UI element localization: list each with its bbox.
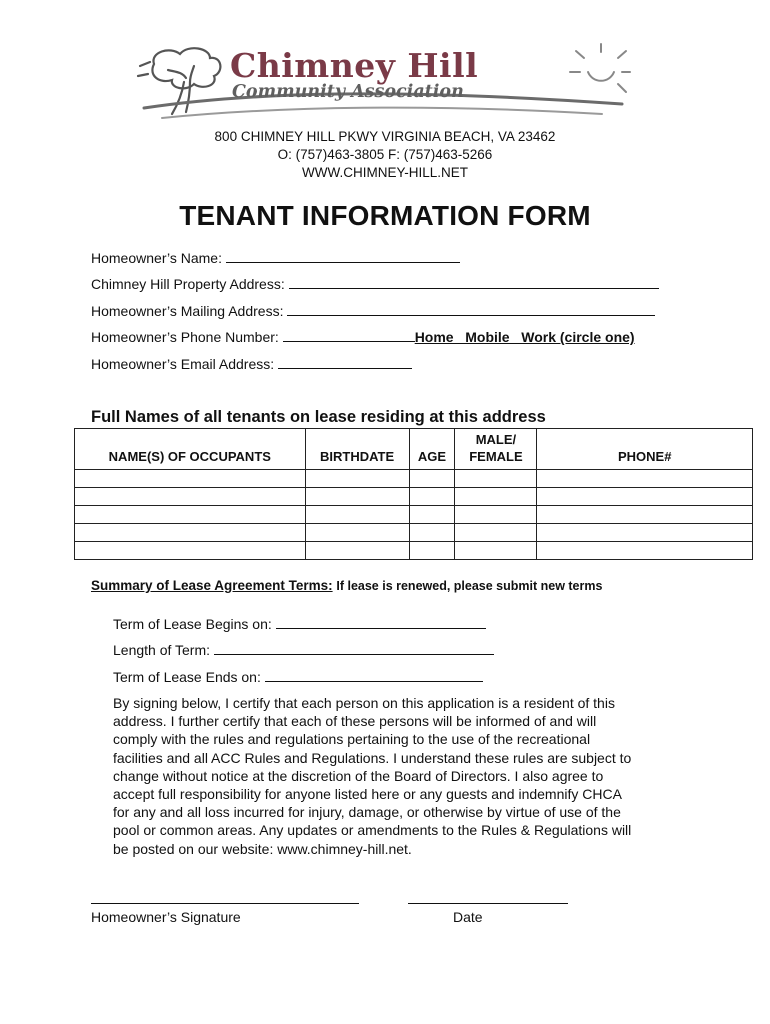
age-cell[interactable] <box>409 524 455 542</box>
certification-line: accept full responsibility for anyone listed here or any guests and indemnify CHCA <box>113 786 622 803</box>
lease-begins-field[interactable] <box>113 616 486 632</box>
property-address-blank[interactable] <box>289 276 659 289</box>
table-row[interactable] <box>75 488 753 506</box>
property-address-label: Chimney Hill Property Address: <box>91 276 285 292</box>
association-website: WWW.CHIMNEY-HILL.NET <box>301 165 468 180</box>
certification-statement <box>113 694 683 858</box>
certification-line: change without notice at the discretion of the Board of Directors. I also agree to <box>113 767 604 784</box>
logo-subtitle: Community Association <box>232 82 464 102</box>
association-address: 800 CHIMNEY HILL PKWY VIRGINIA BEACH, VA 23462 <box>214 129 556 144</box>
birthdate-cell[interactable] <box>305 506 409 524</box>
signature-label: Homeowner’s Signature <box>91 909 241 925</box>
date-line[interactable] <box>408 902 568 904</box>
col-birthdate: BIRTHDATE <box>305 429 409 470</box>
birthdate-cell[interactable] <box>305 542 409 560</box>
homeowner-name-blank[interactable] <box>226 250 460 263</box>
lease-summary-note: If lease is renewed, please submit new terms <box>336 579 603 593</box>
phone-cell[interactable] <box>537 524 753 542</box>
occupants-table <box>74 428 753 560</box>
lease-summary-title: Summary of Lease Agreement Terms: <box>91 578 333 593</box>
logo-title: Chimney Hill <box>230 46 479 85</box>
age-cell[interactable] <box>409 488 455 506</box>
occupant-name-cell[interactable] <box>75 470 306 488</box>
mailing-address-field[interactable] <box>91 303 655 319</box>
birthdate-cell[interactable] <box>305 524 409 542</box>
occupants-heading: Full Names of all tenants on lease residing at this address <box>91 408 546 426</box>
property-address-field[interactable] <box>91 276 659 292</box>
lease-length-label: Length of Term: <box>113 642 211 658</box>
age-cell[interactable] <box>409 542 455 560</box>
col-sex-line1: MALE/ <box>475 432 517 447</box>
homeowner-name-field[interactable] <box>91 250 460 266</box>
email-address-label: Homeowner’s Email Address: <box>91 356 275 372</box>
phone-type-options[interactable]: Home Mobile Work (circle one) <box>414 329 635 345</box>
certification-line: By signing below, I certify that each person on this application is a resident of this <box>113 695 615 711</box>
col-phone: PHONE# <box>537 429 753 470</box>
certification-line: be posted on our website: www.chimney-hill.net. <box>113 840 412 857</box>
col-sex <box>455 429 537 470</box>
lease-ends-blank[interactable] <box>265 669 483 682</box>
lease-ends-field[interactable] <box>113 669 483 685</box>
lease-length-blank[interactable] <box>214 642 494 655</box>
occupant-name-cell[interactable] <box>75 506 306 524</box>
certification-line: pool or common areas. Any updates or amendments to the Rules & Regulations will <box>113 822 632 839</box>
table-row[interactable] <box>75 470 753 488</box>
phone-cell[interactable] <box>537 488 753 506</box>
col-occupant-names: NAME(S) OF OCCUPANTS <box>75 429 306 470</box>
occupant-name-cell[interactable] <box>75 488 306 506</box>
sex-cell[interactable] <box>455 542 537 560</box>
lease-length-field[interactable] <box>113 642 494 658</box>
phone-number-label: Homeowner’s Phone Number: <box>91 329 279 345</box>
sex-cell[interactable] <box>455 506 537 524</box>
phone-number-blank[interactable] <box>283 329 415 342</box>
lease-ends-label: Term of Lease Ends on: <box>113 669 261 685</box>
age-cell[interactable] <box>409 506 455 524</box>
certification-line: comply with the rules and regulations pertaining to the use of the recreational <box>113 731 591 748</box>
col-age: AGE <box>409 429 455 470</box>
mailing-address-blank[interactable] <box>287 303 655 316</box>
certification-line: for any and all loss incurred for injury, damage, or otherwise by virtue of use of the <box>113 804 621 821</box>
phone-cell[interactable] <box>537 470 753 488</box>
date-label: Date <box>453 909 483 925</box>
sex-cell[interactable] <box>455 524 537 542</box>
phone-cell[interactable] <box>537 506 753 524</box>
email-address-blank[interactable] <box>278 356 412 369</box>
homeowner-name-label: Homeowner’s Name: <box>91 250 222 266</box>
sex-cell[interactable] <box>455 488 537 506</box>
association-logo <box>132 42 632 126</box>
occupant-name-cell[interactable] <box>75 542 306 560</box>
certification-line: address. I further certify that each of these persons will be informed of and will <box>113 713 597 730</box>
table-row[interactable] <box>75 542 753 560</box>
phone-cell[interactable] <box>537 542 753 560</box>
form-title: TENANT INFORMATION FORM <box>179 200 591 231</box>
col-sex-line2: FEMALE <box>469 449 523 464</box>
lease-summary-heading <box>91 578 602 593</box>
association-phones: O: (757)463-3805 F: (757)463-5266 <box>277 147 493 162</box>
email-address-field[interactable] <box>91 356 412 372</box>
mailing-address-label: Homeowner’s Mailing Address: <box>91 303 284 319</box>
age-cell[interactable] <box>409 470 455 488</box>
signature-line[interactable] <box>91 902 359 904</box>
certification-line: facilities and all ACC Rules and Regulations. I understand these rules are subject to <box>113 749 632 766</box>
lease-begins-blank[interactable] <box>276 616 486 629</box>
table-row[interactable] <box>75 506 753 524</box>
birthdate-cell[interactable] <box>305 470 409 488</box>
birthdate-cell[interactable] <box>305 488 409 506</box>
lease-begins-label: Term of Lease Begins on: <box>113 616 272 632</box>
sex-cell[interactable] <box>455 470 537 488</box>
occupant-name-cell[interactable] <box>75 524 306 542</box>
occupants-header-row <box>75 429 753 470</box>
table-row[interactable] <box>75 524 753 542</box>
phone-number-field[interactable] <box>91 329 635 345</box>
